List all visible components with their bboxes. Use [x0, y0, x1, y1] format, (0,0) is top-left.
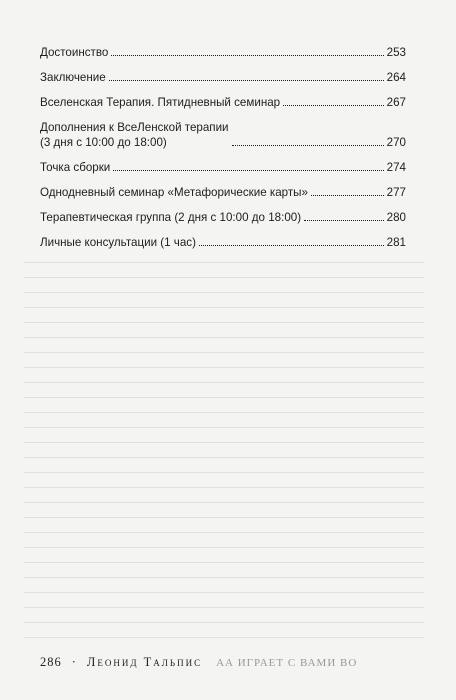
dot-leader — [111, 55, 383, 56]
page-footer — [40, 655, 357, 670]
toc-entry — [40, 160, 406, 175]
dot-leader — [283, 105, 384, 106]
show-through-text — [24, 248, 424, 658]
toc-page-number: 281 — [386, 236, 406, 249]
toc-page-number: 264 — [386, 71, 406, 84]
dot-leader — [311, 195, 384, 196]
dot-leader — [232, 145, 384, 146]
dot-leader — [199, 245, 384, 246]
toc-page-number: 280 — [386, 211, 406, 224]
toc-title: Заключение — [40, 71, 106, 84]
toc-entry — [40, 70, 406, 85]
toc-title: Личные консультации (1 час) — [40, 236, 196, 249]
toc-title: Однодневный семинар «Метафорические карты» — [40, 186, 308, 199]
toc-entry — [40, 120, 406, 150]
toc-page-number: 270 — [386, 136, 406, 149]
toc-page-number: 274 — [386, 161, 406, 174]
dot-leader — [113, 170, 383, 171]
toc-page-number: 267 — [386, 96, 406, 109]
toc-page-number: 277 — [386, 186, 406, 199]
author-name: Леонид Тальпис — [86, 655, 203, 669]
table-of-contents — [40, 45, 406, 260]
dot-leader — [109, 80, 384, 81]
toc-page-number: 253 — [386, 46, 406, 59]
toc-title: Терапевтическая группа (2 дня с 10:00 до 18:00) — [40, 211, 302, 224]
toc-title: Точка сборки — [40, 161, 111, 174]
toc-title: Дополнения к ВсеЛенской терапии (3 дня с 10:00 до 18:00) — [40, 121, 229, 149]
toc-entry — [40, 185, 406, 200]
toc-entry — [40, 235, 406, 250]
toc-title: Достоинство — [40, 46, 109, 59]
page-number: 286 — [40, 655, 62, 669]
toc-entry — [40, 210, 406, 225]
dot-leader — [304, 220, 384, 221]
toc-entry — [40, 45, 406, 60]
toc-entry — [40, 95, 406, 110]
footer-separator: · — [71, 655, 77, 669]
toc-title: Вселенская Терапия. Пятидневный семинар — [40, 96, 281, 109]
bleed-through-text: АА ИГРАЕТ С ВАМИ ВО — [216, 657, 358, 669]
